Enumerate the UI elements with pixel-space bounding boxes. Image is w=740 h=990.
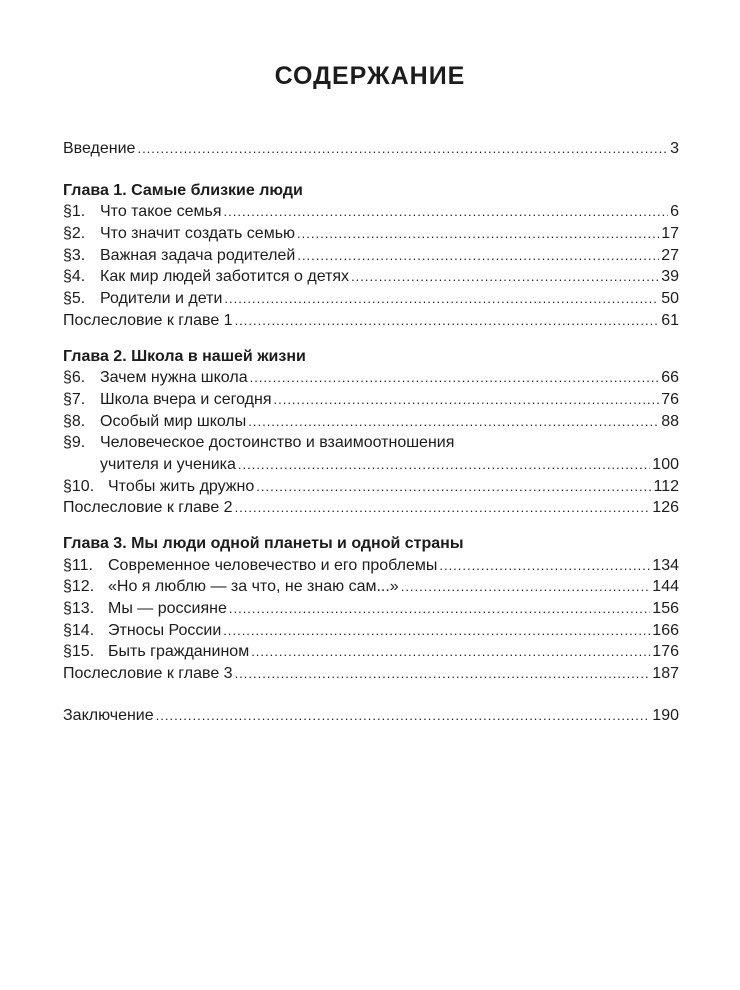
toc-page-number: 6 [670,203,679,221]
section-number: §11. [63,556,93,574]
toc-entry-label: Особый мир школы [100,412,247,430]
toc-entry-label: Человеческое достоинство и взаимоотношения [100,434,455,452]
toc-entry-label: Чтобы жить дружно [108,477,255,495]
toc-page-number: 17 [661,225,679,243]
dot-leader [238,454,650,476]
toc-entry-label: Быть гражданином [108,643,250,661]
toc-entry-label: Как мир людей заботится о детях [100,268,350,286]
dot-leader [224,201,669,223]
toc-page-number: 27 [661,246,679,264]
dot-leader [229,598,650,620]
toc-entry-label: Школа вчера и сегодня [100,390,272,408]
toc-page-number: 190 [652,706,679,724]
toc-entry-afterword[interactable] [63,310,679,332]
toc-page-number: 76 [661,390,679,408]
toc-entry-label: Родители и дети [100,290,223,308]
section-number: §14. [63,621,95,639]
section-number: §15. [63,643,95,661]
section-number: §7. [63,390,86,408]
section-number: §10. [63,477,95,495]
toc-entry-label-continued: учителя и ученика [100,455,236,473]
toc-entry[interactable] [63,641,679,663]
section-number: §9. [63,434,86,452]
toc-entry[interactable] [63,367,679,389]
dot-leader [297,223,659,245]
toc-page-number: 187 [652,665,679,683]
dot-leader [251,641,650,663]
toc-entry-label: Заключение [63,706,154,724]
toc-entry-label: Послесловие к главе 3 [63,665,233,683]
section-number: §4. [63,268,86,286]
dot-leader [248,411,659,433]
toc-entry-afterword[interactable] [63,497,679,519]
toc-entry[interactable] [63,223,679,245]
toc-entry-label: Послесловие к главе 1 [63,311,233,329]
toc-entry[interactable] [63,201,679,223]
toc-entry-continued[interactable] [63,454,679,476]
dot-leader [297,245,659,267]
toc-entry[interactable] [63,411,679,433]
chapter-heading[interactable]: Глава 3. Мы люди одной планеты и одной страны [63,535,464,552]
dot-leader [137,138,668,160]
toc-entry[interactable] [63,266,679,288]
toc-page-number: 66 [661,369,679,387]
toc-page-number: 61 [661,311,679,329]
toc-page-number: 100 [652,455,679,473]
toc-entry-label: Мы — россияне [108,600,227,618]
chapter-heading[interactable]: Глава 2. Школа в нашей жизни [63,347,306,365]
toc-entry-conclusion[interactable] [63,705,679,727]
toc-entry[interactable] [63,245,679,267]
section-number: §8. [63,412,86,430]
toc-entry-label: Зачем нужна школа [100,369,248,387]
toc-entry[interactable] [63,432,679,454]
section-number: §5. [63,290,86,308]
toc-entry-afterword[interactable] [63,663,679,685]
dot-leader [223,620,650,642]
toc-entry[interactable] [63,555,679,577]
toc-page-number: 156 [652,600,679,618]
dot-leader [156,705,651,727]
section-number: §13. [63,600,95,618]
dot-leader [401,576,651,598]
toc-page-number: 166 [652,621,679,639]
toc-entry[interactable] [63,598,679,620]
toc-entry-label: «Но я люблю — за что, не знаю сам...» [108,578,399,596]
toc-entry[interactable] [63,476,679,498]
dot-leader [235,310,660,332]
toc-page-number: 39 [661,268,679,286]
toc-page-number: 126 [652,499,679,517]
dot-leader [224,288,659,310]
toc-page-number: 144 [652,578,679,596]
dot-leader [250,367,660,389]
toc-entry[interactable] [63,288,679,310]
toc-entry-label: Что значит создать семью [100,225,296,243]
toc-page-number: 176 [652,643,679,661]
dot-leader [439,555,650,577]
toc-entry[interactable] [63,389,679,411]
page-title: СОДЕРЖАНИЕ [274,62,466,90]
dot-leader [351,266,659,288]
table-of-contents [63,138,679,727]
section-number: §6. [63,369,86,387]
toc-entry-intro[interactable] [63,138,679,160]
dot-leader [235,497,651,519]
toc-page-number: 134 [652,556,679,574]
section-number: §12. [63,578,95,596]
toc-entry[interactable] [63,576,679,598]
dot-leader [273,389,659,411]
toc-entry-label: Введение [63,140,136,157]
toc-page-number: 112 [653,477,679,495]
toc-page-number: 88 [661,412,679,430]
section-number: §1. [63,203,86,221]
toc-entry-label: Послесловие к главе 2 [63,499,233,517]
dot-leader [235,663,651,685]
toc-page-number: 3 [670,140,679,157]
toc-entry-label: Что такое семья [100,203,222,221]
toc-entry-label: Этносы России [108,621,222,639]
section-number: §2. [63,225,86,243]
toc-entry-label: Современное человечество и его проблемы [108,556,438,574]
section-number: §3. [63,246,86,264]
toc-page-number: 50 [661,290,679,308]
toc-entry-label: Важная задача родителей [100,246,296,264]
chapter-heading[interactable]: Глава 1. Самые близкие люди [63,181,303,199]
toc-entry[interactable] [63,620,679,642]
dot-leader [256,476,651,498]
